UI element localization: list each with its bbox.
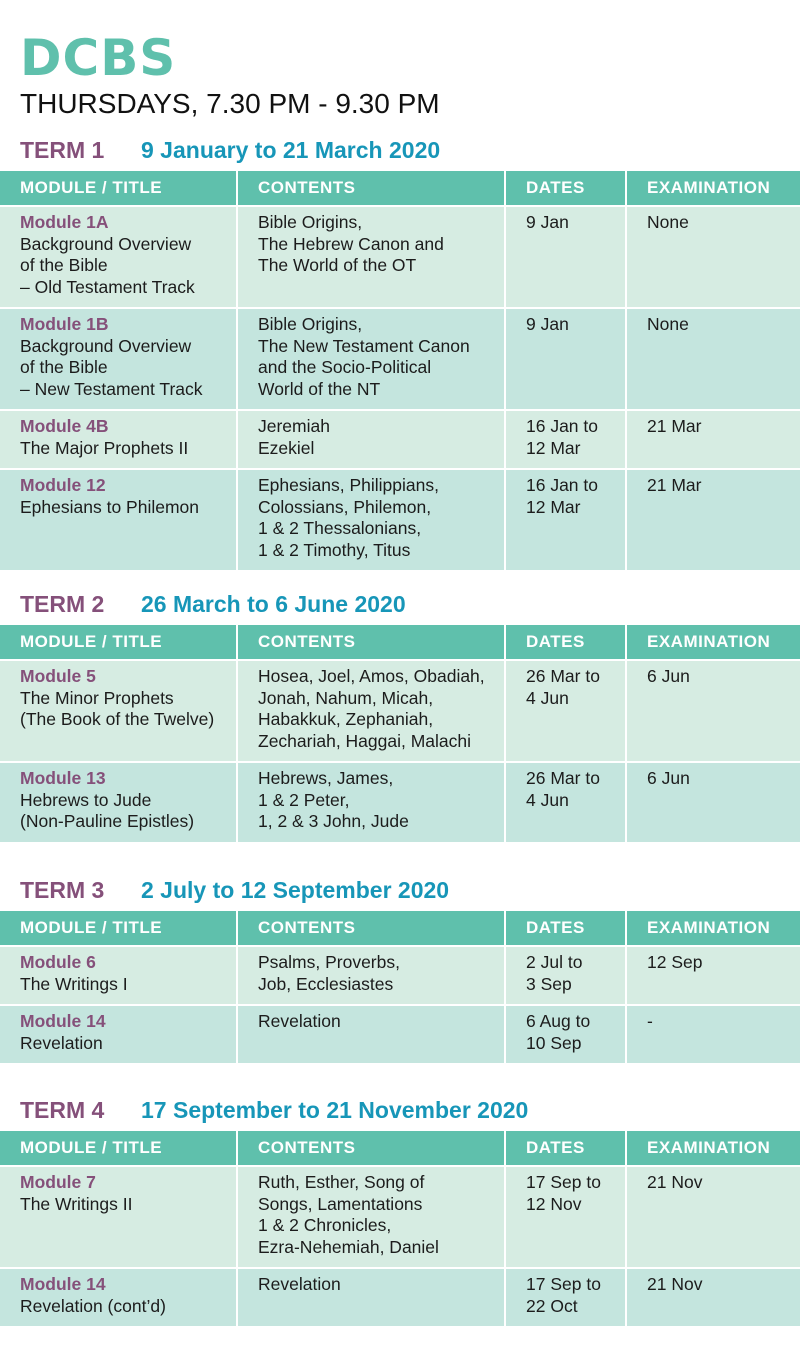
term-label: TERM 3 xyxy=(20,877,105,903)
column-header-contents: CONTENTS xyxy=(237,1131,505,1166)
table-row xyxy=(0,206,800,308)
module-code: Module 6 xyxy=(20,952,96,972)
module-dates: 2 Jul to 3 Sep xyxy=(526,952,583,994)
module-dates: 16 Jan to 12 Mar xyxy=(526,416,598,458)
exam-cell xyxy=(626,410,800,469)
exam-cell xyxy=(626,660,800,762)
module-title: Revelation xyxy=(20,1032,103,1053)
module-code: Module 1A xyxy=(20,212,109,232)
module-code: Module 1B xyxy=(20,314,109,334)
schedule-table xyxy=(0,625,800,842)
module-code: Module 13 xyxy=(20,768,106,788)
module-cell xyxy=(0,1166,237,1268)
dates-cell xyxy=(505,469,626,570)
table-row xyxy=(0,660,800,762)
column-header-examination: EXAMINATION xyxy=(626,1131,800,1166)
module-cell xyxy=(0,1005,237,1063)
module-title: Background Overview of the Bible – New Testament Track xyxy=(20,335,203,399)
column-header-dates: DATES xyxy=(505,171,626,206)
exam-date: - xyxy=(647,1011,653,1031)
exam-date: 21 Nov xyxy=(647,1172,703,1192)
exam-cell xyxy=(626,946,800,1005)
module-code: Module 14 xyxy=(20,1274,106,1294)
term-label: TERM 2 xyxy=(20,591,105,617)
column-header-contents: CONTENTS xyxy=(237,911,505,946)
dates-cell xyxy=(505,762,626,842)
column-header-dates: DATES xyxy=(505,625,626,660)
column-header-examination: EXAMINATION xyxy=(626,911,800,946)
module-title: Hebrews to Jude (Non-Pauline Epistles) xyxy=(20,789,195,831)
module-dates: 26 Mar to 4 Jun xyxy=(526,666,600,708)
dates-cell xyxy=(505,1005,626,1063)
exam-cell xyxy=(626,1166,800,1268)
dates-cell xyxy=(505,1268,626,1326)
dates-cell xyxy=(505,410,626,469)
exam-cell xyxy=(626,1268,800,1326)
term-heading xyxy=(20,133,800,167)
dates-cell xyxy=(505,946,626,1005)
module-code: Module 7 xyxy=(20,1172,96,1192)
module-contents: Ephesians, Philippians, Colossians, Philemon, 1 & 2 Thessalonians, 1 & 2 Timothy, Titus xyxy=(258,475,439,560)
exam-date: None xyxy=(647,314,689,334)
module-dates: 9 Jan xyxy=(526,314,569,334)
term-date-range: 17 September to 21 November 2020 xyxy=(141,1097,529,1123)
module-contents: Hosea, Joel, Amos, Obadiah, Jonah, Nahum, Micah, Habakkuk, Zephaniah, Zechariah, Haggai, Malachi xyxy=(258,666,485,751)
module-code: Module 14 xyxy=(20,1011,106,1031)
table-header-row xyxy=(0,171,800,206)
column-header-module: MODULE / TITLE xyxy=(0,625,237,660)
column-header-dates: DATES xyxy=(505,911,626,946)
dates-cell xyxy=(505,308,626,410)
exam-cell xyxy=(626,308,800,410)
exam-date: 12 Sep xyxy=(647,952,703,972)
module-title: The Writings II xyxy=(20,1193,133,1214)
column-header-examination: EXAMINATION xyxy=(626,625,800,660)
term-section xyxy=(0,873,800,1063)
exam-date: 6 Jun xyxy=(647,666,690,686)
exam-cell xyxy=(626,206,800,308)
module-cell xyxy=(0,469,237,570)
module-title: The Writings I xyxy=(20,973,128,994)
module-cell xyxy=(0,410,237,469)
module-dates: 17 Sep to 22 Oct xyxy=(526,1274,601,1316)
table-row xyxy=(0,762,800,842)
exam-cell xyxy=(626,762,800,842)
table-row xyxy=(0,946,800,1005)
module-dates: 9 Jan xyxy=(526,212,569,232)
module-cell xyxy=(0,660,237,762)
term-heading xyxy=(20,587,800,621)
contents-cell xyxy=(237,946,505,1005)
contents-cell xyxy=(237,1166,505,1268)
contents-cell xyxy=(237,762,505,842)
module-dates: 6 Aug to 10 Sep xyxy=(526,1011,591,1053)
contents-cell xyxy=(237,206,505,308)
column-header-module: MODULE / TITLE xyxy=(0,1131,237,1166)
module-contents: Revelation xyxy=(258,1274,341,1294)
contents-cell xyxy=(237,1268,505,1326)
column-header-contents: CONTENTS xyxy=(237,171,505,206)
exam-date: 21 Mar xyxy=(647,416,702,436)
table-row xyxy=(0,410,800,469)
contents-cell xyxy=(237,410,505,469)
module-contents: Bible Origins, The New Testament Canon and the Socio-Political World of the NT xyxy=(258,314,470,399)
column-header-module: MODULE / TITLE xyxy=(0,171,237,206)
table-header-row xyxy=(0,911,800,946)
table-row xyxy=(0,1166,800,1268)
module-title: Ephesians to Philemon xyxy=(20,496,199,517)
term-section xyxy=(0,133,800,570)
term-label: TERM 4 xyxy=(20,1097,105,1123)
module-code: Module 12 xyxy=(20,475,106,495)
schedule-table xyxy=(0,1131,800,1326)
exam-date: 21 Mar xyxy=(647,475,702,495)
contents-cell xyxy=(237,1005,505,1063)
term-section xyxy=(0,587,800,842)
dates-cell xyxy=(505,1166,626,1268)
schedule-table xyxy=(0,911,800,1063)
module-cell xyxy=(0,762,237,842)
exam-cell xyxy=(626,1005,800,1063)
table-row xyxy=(0,469,800,570)
module-title: Background Overview of the Bible – Old Testament Track xyxy=(20,233,195,297)
exam-cell xyxy=(626,469,800,570)
column-header-examination: EXAMINATION xyxy=(626,171,800,206)
schedule-subtitle: THURSDAYS, 7.30 PM - 9.30 PM xyxy=(20,88,440,119)
contents-cell xyxy=(237,469,505,570)
term-heading xyxy=(20,1093,800,1127)
module-code: Module 4B xyxy=(20,416,109,436)
module-contents: Hebrews, James, 1 & 2 Peter, 1, 2 & 3 John, Jude xyxy=(258,768,409,831)
module-contents: Psalms, Proverbs, Job, Ecclesiastes xyxy=(258,952,400,994)
table-row xyxy=(0,1268,800,1326)
schedule-table xyxy=(0,171,800,570)
module-contents: Revelation xyxy=(258,1011,341,1031)
term-date-range: 2 July to 12 September 2020 xyxy=(141,877,450,903)
module-contents: Bible Origins, The Hebrew Canon and The World of the OT xyxy=(258,212,444,275)
exam-date: 6 Jun xyxy=(647,768,690,788)
exam-date: None xyxy=(647,212,689,232)
dates-cell xyxy=(505,660,626,762)
column-header-contents: CONTENTS xyxy=(237,625,505,660)
column-header-module: MODULE / TITLE xyxy=(0,911,237,946)
module-title: Revelation (cont’d) xyxy=(20,1295,166,1316)
module-cell xyxy=(0,946,237,1005)
module-title: The Minor Prophets (The Book of the Twelve) xyxy=(20,687,215,729)
module-dates: 26 Mar to 4 Jun xyxy=(526,768,600,810)
term-heading xyxy=(20,873,800,907)
module-cell xyxy=(0,1268,237,1326)
term-section xyxy=(0,1093,800,1326)
term-date-range: 26 March to 6 June 2020 xyxy=(141,591,406,617)
table-row xyxy=(0,1005,800,1063)
table-header-row xyxy=(0,625,800,660)
module-code: Module 5 xyxy=(20,666,96,686)
module-contents: Jeremiah Ezekiel xyxy=(258,416,330,458)
page-title: DCBS xyxy=(20,29,177,87)
contents-cell xyxy=(237,308,505,410)
dates-cell xyxy=(505,206,626,308)
table-row xyxy=(0,308,800,410)
exam-date: 21 Nov xyxy=(647,1274,703,1294)
table-header-row xyxy=(0,1131,800,1166)
contents-cell xyxy=(237,660,505,762)
term-date-range: 9 January to 21 March 2020 xyxy=(141,137,441,163)
module-dates: 17 Sep to 12 Nov xyxy=(526,1172,601,1214)
module-cell xyxy=(0,308,237,410)
module-cell xyxy=(0,206,237,308)
module-dates: 16 Jan to 12 Mar xyxy=(526,475,598,517)
column-header-dates: DATES xyxy=(505,1131,626,1166)
term-label: TERM 1 xyxy=(20,137,105,163)
module-contents: Ruth, Esther, Song of Songs, Lamentations 1 & 2 Chronicles, Ezra-Nehemiah, Daniel xyxy=(258,1172,439,1257)
module-title: The Major Prophets II xyxy=(20,437,189,458)
